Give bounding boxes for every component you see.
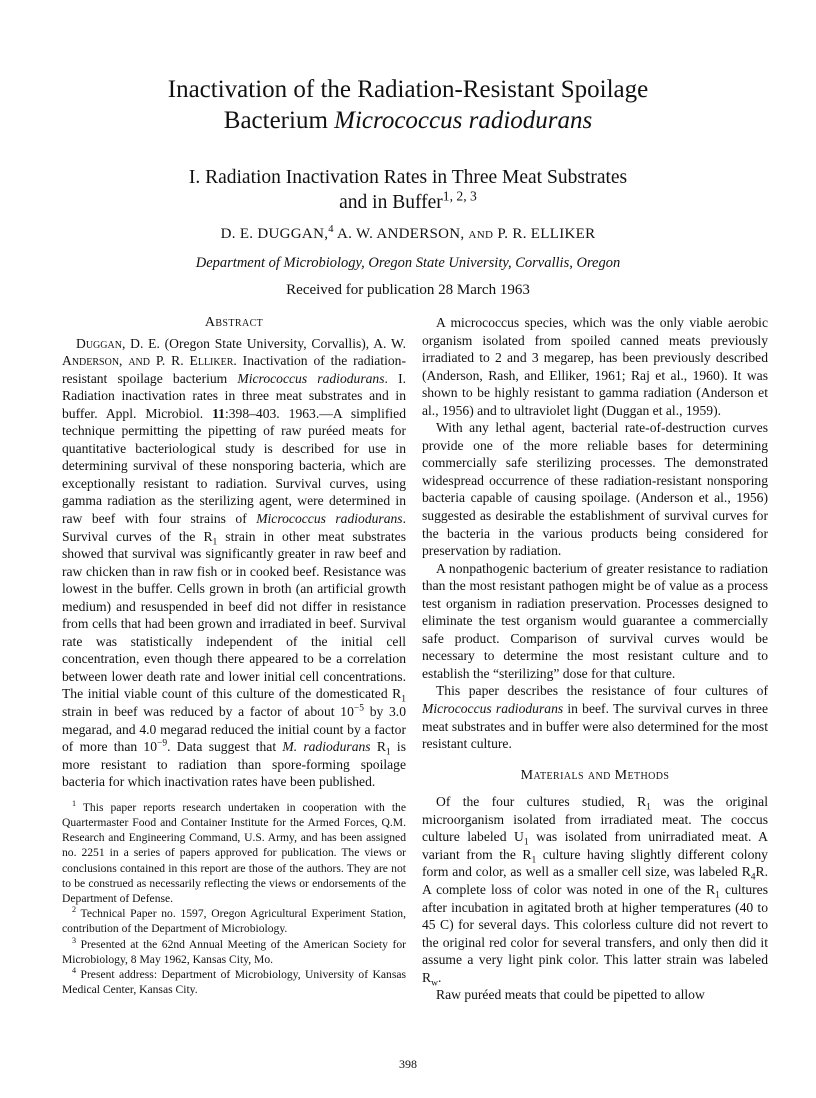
text-run: 1 xyxy=(646,802,651,813)
text-run: R xyxy=(370,739,386,755)
text-run: 1 xyxy=(385,747,391,758)
text-run: was isolated from unirradiated meat. A variant from the R xyxy=(422,829,768,862)
text-run: , D. E. (Oregon State University, Corvallis), A. W. xyxy=(121,335,406,351)
text-run: . Inactivation of the radiation-resistant spoilage bacterium xyxy=(62,353,406,386)
footnote-2 xyxy=(62,906,406,936)
author-1: D. E. DUGGAN, xyxy=(220,226,329,242)
text-run: P. R. xyxy=(149,353,190,369)
subtitle-line-2 xyxy=(0,190,816,215)
footnote-4 xyxy=(62,967,406,997)
text-run: :398–403. 1963.—A simplified technique permitting the pipetting of raw puréed meats for quantitative bacteriological study is described for use in determining survival of these nonsporing bacteria, which are exceptionally resistant to radiation. Survival curves, using gamma radiation as the sterilizing agent, were determined in raw beef with four strains of xyxy=(62,405,406,527)
author-3: P. R. ELLIKER xyxy=(493,226,596,242)
text-run: cultures after incubation in agitated broth at higher temperatures (40 to 45 C) for several days. This colorless culture did not revert to the original red color for several transfers, and only then did it assume a very light pink color. This latter strain was labeled R xyxy=(422,881,768,985)
text-run: 4 xyxy=(750,873,756,884)
text-run: w xyxy=(431,978,438,989)
footnote-3 xyxy=(62,937,406,967)
text-run: M. radiodurans xyxy=(282,739,371,755)
text-run: 1 xyxy=(715,890,720,901)
page-number: 398 xyxy=(399,1057,417,1071)
intro-paragraph-3 xyxy=(422,560,768,683)
text-run: strain in beef was reduced by a factor of about 10 xyxy=(62,704,354,720)
methods-heading: Materials and Methods xyxy=(520,767,670,783)
text-run: This paper reports research undertaken in cooperation with the Quartermaster Food and Container Institute for the Armed Forces, Q.M. Research and Engineering Command, U.S. Army, and has been assigned no. 2251 in a series of papers approved for publication. The views or conclusions contained in this report are those of the authors. They are not to be construed as necessarily reflecting the views or endorsements of the Department of Defense. xyxy=(62,800,406,905)
text-run: 1 xyxy=(72,798,77,808)
received-date: Received for publication 28 March 1963 xyxy=(286,282,530,298)
author-2: A. W. ANDERSON, xyxy=(333,226,469,242)
text-run: was the original microorganism isolated from irradiated meat. The coccus culture labeled U xyxy=(422,794,768,845)
text-run: . Data suggest that xyxy=(167,739,283,755)
footnote-1 xyxy=(62,800,406,906)
intro-paragraph-1 xyxy=(422,314,768,419)
abstract-text xyxy=(62,335,406,791)
affiliation: Department of Microbiology, Oregon State University, Corvallis, Oregon xyxy=(195,255,621,271)
text-run: Elliker xyxy=(189,353,234,369)
text-run: 1 xyxy=(531,855,537,866)
methods-paragraph-2 xyxy=(422,986,768,1004)
text-run: Anderson, and xyxy=(62,353,150,369)
authors xyxy=(0,226,816,243)
text-run: 11 xyxy=(212,405,225,421)
text-run: 1 xyxy=(212,537,218,548)
text-run: −9 xyxy=(157,738,168,749)
title-species: Micrococcus radiodurans xyxy=(334,107,593,134)
text-run: . xyxy=(437,969,442,985)
text-run: A micrococcus species, which was the only viable aerobic organism isolated from spoiled canned meats previously irradiated to 2 and 3 megarep, has been previously described (Anderson, Rash, and Elliker, 1961; Raj et al., 1960). It was shown to be highly resistant to gamma radiation (Anderson et al., 1956) and to ultraviolet light (Duggan et al., 1959). xyxy=(422,315,768,418)
text-run: in beef. The survival curves in three meat substrates and in buffer were also determined for the most resistant culture. xyxy=(422,701,768,752)
title-line-1: Inactivation of the Radiation-Resistant Spoilage xyxy=(167,76,649,103)
text-run: −5 xyxy=(353,703,364,714)
text-run: Micrococcus radiodurans xyxy=(422,701,564,717)
text-run: culture having slightly different colony form and color, as well as a smaller cell size, was labeled R xyxy=(422,846,768,880)
abstract-heading: Abstract xyxy=(204,315,264,330)
text-run: Of the four cultures studied, R xyxy=(436,794,647,810)
left-column xyxy=(62,314,406,997)
text-run: 3 xyxy=(72,935,77,945)
authors-and: and xyxy=(468,226,494,242)
text-run: 2 xyxy=(72,905,77,915)
text-run: Technical Paper no. 1597, Oregon Agricultural Experiment Station, contribution of the Department of Microbiology. xyxy=(62,907,406,936)
text-run: 4 xyxy=(72,966,77,976)
paper-title xyxy=(0,74,816,136)
text-run: A nonpathogenic bacterium of greater resistance to radiation than the most resistant pathogen might be of value as a process test organism in radiation preservation. Processes designed to eliminate the test organism would guarantee a commercially safe product. Comparison of survival curves would be necessary to determine the most resistant culture and to establish the “sterilizing” dose for that culture. xyxy=(422,560,768,681)
text-run: is more resistant to radiation than spore-forming spoilage bacteria for which inactivation rates have been published. xyxy=(62,739,406,790)
intro-paragraph-4 xyxy=(422,682,768,752)
text-run: Micrococcus radiodurans xyxy=(256,511,403,527)
title-prefix: Bacterium xyxy=(223,107,335,134)
footnote-refs: 1, 2, 3 xyxy=(442,188,477,204)
text-run: Raw puréed meats that could be pipetted to allow xyxy=(436,987,705,1003)
text-run: Duggan xyxy=(76,335,122,351)
text-run: 1 xyxy=(401,695,406,706)
text-run: Present address: Department of Microbiology, University of Kansas Medical Center, Kansas City. xyxy=(62,968,406,997)
text-run: Micrococcus radiodurans xyxy=(237,370,385,386)
subtitle-text: and in Buffer xyxy=(339,192,443,213)
text-run: R. A complete loss of color was noted in one of the R xyxy=(422,864,768,897)
paper-subtitle xyxy=(0,165,816,215)
text-run: . Survival curves of the R xyxy=(62,511,407,544)
subtitle-line-1: I. Radiation Inactivation Rates in Three Meat Substrates xyxy=(188,167,628,188)
text-run: strain in other meat substrates showed that survival was significantly greater in raw beef and raw chicken than in raw fish or in cooked beef. Resistance was lowest in the buffer. Cells grown in broth (an artificial growth medium) and resuspended in beef did not differ in resistance from cells that had been grown and irradiated in beef. Survival rate was statistically independent of the initial cell concentration, even though there appeared to be a correlation between lower death rate and lower initial cell concentrations. The initial viable count of this culture of the domesticated R xyxy=(62,528,407,702)
text-run: Presented at the 62nd Annual Meeting of the American Society for Microbiology, 8 May 1962, Kansas City, Mo. xyxy=(62,937,406,966)
footnotes xyxy=(62,800,406,998)
text-run: . I. Radiation inactivation rates in three meat substrates and in buffer. Appl. Microbiol. xyxy=(62,370,406,421)
intro-paragraph-2 xyxy=(422,419,768,559)
text-run: by 3.0 megarad, and 4.0 megarad reduced the initial count by a factor of more than 10 xyxy=(62,704,407,755)
author-footnote-ref: 4 xyxy=(328,224,334,235)
methods-paragraph-1 xyxy=(422,793,768,989)
right-column xyxy=(422,314,768,1004)
text-run: This paper describes the resistance of four cultures of xyxy=(436,683,768,699)
text-run: 1 xyxy=(523,838,529,849)
text-run: With any lethal agent, bacterial rate-of-destruction curves provide one of the more reliable bases for determining commercially safe sterilizing processes. The demonstrated widespread occurrence of these radiation-resistant nonsporing bacteria capable of causing spoilage. (Anderson et al., 1956) suggested as desirable the establishment of survival curves for the bacteria in the various products being considered for preservation by radiation. xyxy=(422,420,768,559)
title-line-2 xyxy=(0,105,816,136)
